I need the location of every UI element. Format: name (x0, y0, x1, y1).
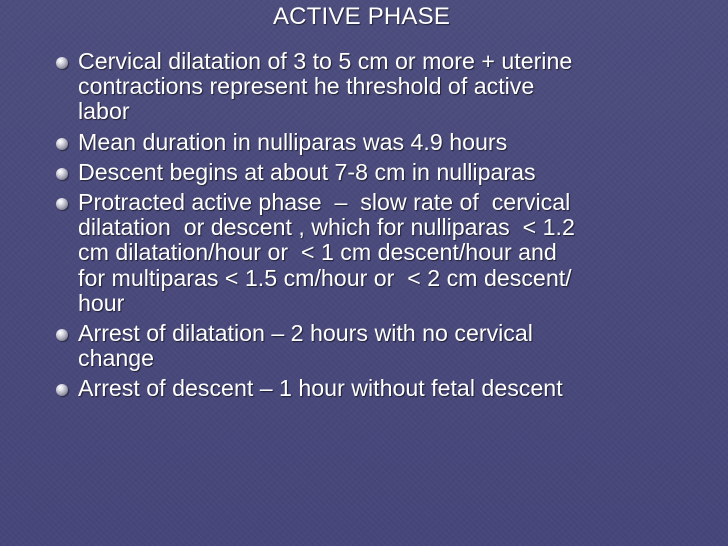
bullet-item (54, 160, 704, 185)
bullet-item (54, 190, 704, 316)
bullet-text: Protracted active phase – slow rate of cervical dilatation or descent , which for nulliparas < 1.2 cm dilatation/hour or < 1 cm descent/hour and for multiparas < 1.5 cm/hour or < 2 cm descent/ hour (78, 189, 575, 316)
bullet-item (54, 49, 704, 125)
sphere-bullet-icon (56, 168, 68, 180)
sphere-bullet-icon (56, 198, 68, 210)
sphere-bullet-icon (56, 329, 68, 341)
bullet-text: Arrest of dilatation – 2 hours with no cervical change (78, 320, 533, 372)
bullet-text: Mean duration in nulliparas was 4.9 hours (78, 128, 508, 155)
slide-title-text: ACTIVE PHASE (272, 3, 451, 30)
bullet-item (54, 321, 704, 371)
bullet-text: Cervical dilatation of 3 to 5 cm or more + uterine contractions represent he threshold of active labor (78, 48, 573, 125)
sphere-bullet-icon (56, 138, 68, 150)
bullet-item (54, 130, 704, 155)
sphere-bullet-icon (56, 384, 68, 396)
bullet-text: Arrest of descent – 1 hour without fetal descent (78, 375, 563, 402)
bullet-list (54, 49, 704, 407)
slide-title (0, 3, 728, 31)
bullet-text: Descent begins at about 7-8 cm in nulliparas (78, 158, 536, 185)
sphere-bullet-icon (56, 57, 68, 69)
bullet-item (54, 376, 704, 401)
